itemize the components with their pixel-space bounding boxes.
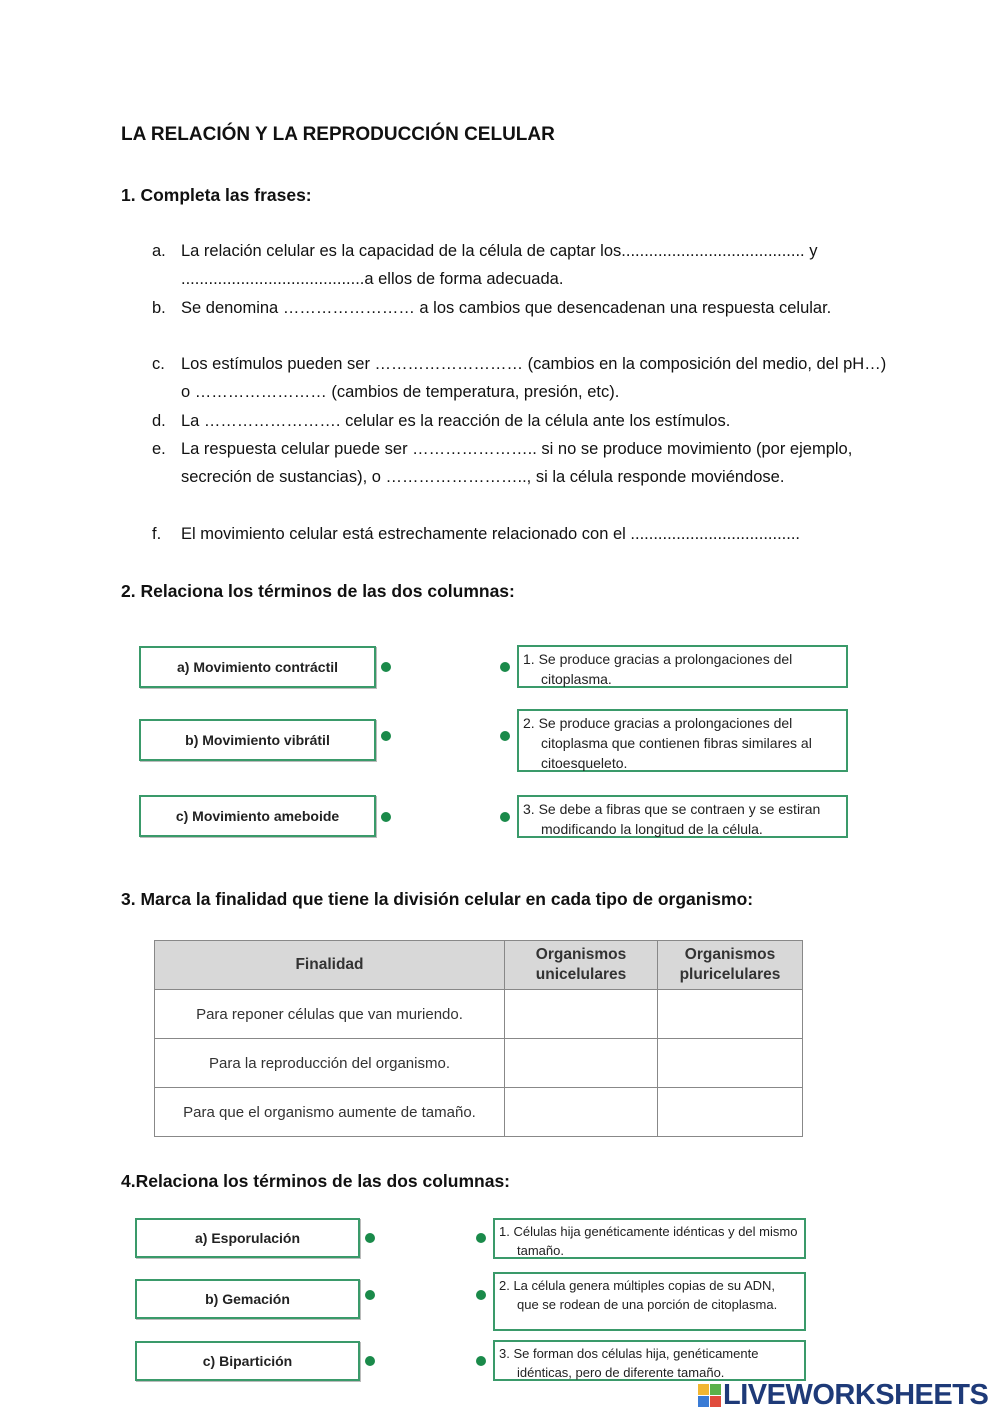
sentence-a [152, 237, 892, 294]
purpose-table [154, 940, 803, 1137]
item-text: La relación celular es la capacidad de la célula de captar los........................................ y ........................................a ellos de forma adecuada. [181, 242, 818, 289]
sentence-d [152, 407, 892, 435]
item-letter: d. [152, 412, 166, 430]
answer-cell[interactable] [658, 1088, 803, 1137]
section4-heading: 4.Relaciona los términos de las dos columnas: [121, 1171, 511, 1191]
definition-box: 2. Se produce gracias a prolongaciones del citoplasma que contienen fibras similares al citoesqueleto. [517, 709, 848, 772]
answer-cell[interactable] [505, 1088, 658, 1137]
item-letter: f. [152, 525, 162, 543]
term-box: b) Movimiento vibrátil [139, 719, 376, 761]
item-text: El movimiento celular está estrechamente relacionado con el ..................................... [181, 525, 801, 543]
liveworksheets-logo [698, 1379, 988, 1412]
row-label: Para que el organismo aumente de tamaño. [155, 1088, 505, 1137]
sentence-f [152, 520, 912, 548]
match-dot[interactable] [500, 812, 510, 822]
item-text: La ……………………. celular es la reacción de la célula ante los estímulos. [181, 412, 731, 430]
match-dot[interactable] [381, 812, 391, 822]
definition-box: 1. Células hija genéticamente idénticas y del mismo tamaño. [493, 1218, 806, 1259]
match-dot[interactable] [500, 662, 510, 672]
definition-box: 3. Se forman dos células hija, genéticamente idénticas, pero de diferente tamaño. [493, 1340, 806, 1381]
match-dot[interactable] [365, 1356, 375, 1366]
item-letter: e. [152, 440, 166, 458]
item-text: Los estímulos pueden ser ……………………… (cambios en la composición del medio, del pH…) o …………………… (cambios de temperatura, presión, etc). [181, 355, 887, 402]
item-letter: b. [152, 299, 166, 317]
answer-cell[interactable] [505, 1039, 658, 1088]
section1-heading: 1. Completa las frases: [121, 185, 312, 205]
logo-icon [698, 1384, 721, 1407]
match-dot[interactable] [381, 731, 391, 741]
match-dot[interactable] [476, 1233, 486, 1243]
section2-heading: 2. Relaciona los términos de las dos columnas: [121, 581, 515, 601]
match-dot[interactable] [500, 731, 510, 741]
term-box: c) Movimiento ameboide [139, 795, 376, 837]
table-row [155, 1088, 803, 1137]
table-row [155, 1039, 803, 1088]
page-title: LA RELACIÓN Y LA REPRODUCCIÓN CELULAR [121, 124, 555, 145]
match-dot[interactable] [476, 1356, 486, 1366]
term-box: c) Bipartición [135, 1341, 360, 1381]
match-dot[interactable] [476, 1290, 486, 1300]
sentence-c [152, 350, 892, 407]
sentence-e [152, 435, 892, 492]
answer-cell[interactable] [658, 1039, 803, 1088]
definition-box: 3. Se debe a fibras que se contraen y se estiran modificando la longitud de la célula. [517, 795, 848, 838]
item-letter: a. [152, 242, 166, 260]
sentence-b [152, 294, 892, 322]
row-label: Para reponer células que van muriendo. [155, 990, 505, 1039]
item-text: La respuesta celular puede ser ………………….. si no se produce movimiento (por ejemplo, secreción de sustancias), o …………………….., si la célula responde moviéndose. [181, 440, 853, 487]
match-dot[interactable] [381, 662, 391, 672]
table-row [155, 990, 803, 1039]
definition-box: 2. La célula genera múltiples copias de su ADN, que se rodean de una porción de citoplasma. [493, 1272, 806, 1331]
term-box: a) Movimiento contráctil [139, 646, 376, 688]
row-label: Para la reproducción del organismo. [155, 1039, 505, 1088]
logo-text: LIVEWORKSHEETS [723, 1379, 989, 1411]
match-dot[interactable] [365, 1233, 375, 1243]
item-letter: c. [152, 355, 165, 373]
answer-cell[interactable] [658, 990, 803, 1039]
match-dot[interactable] [365, 1290, 375, 1300]
definition-box: 1. Se produce gracias a prolongaciones del citoplasma. [517, 645, 848, 688]
column-header: Organismos unicelulares [505, 941, 658, 990]
section3-heading: 3. Marca la finalidad que tiene la división celular en cada tipo de organismo: [121, 889, 754, 909]
term-box: b) Gemación [135, 1279, 360, 1319]
item-text: Se denomina …………………… a los cambios que desencadenan una respuesta celular. [181, 299, 832, 317]
column-header: Organismos pluricelulares [658, 941, 803, 990]
answer-cell[interactable] [505, 990, 658, 1039]
column-header: Finalidad [155, 941, 505, 990]
term-box: a) Esporulación [135, 1218, 360, 1258]
